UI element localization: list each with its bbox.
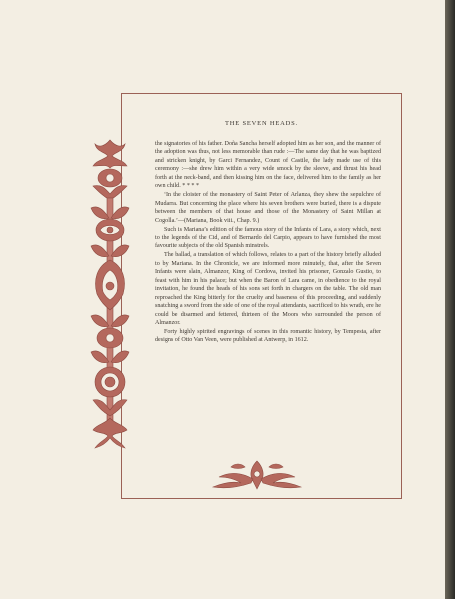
running-head: THE SEVEN HEADS. <box>225 120 298 127</box>
vertical-ornament-border <box>87 138 133 450</box>
tailpiece-ornament <box>205 457 310 493</box>
body-text <box>155 140 381 345</box>
paragraph-5: Forty highly spirited engravings of scenes in this romantic history, by Tempesta, after designs of Otto Van Veen, were published at Antwerp, in 1612. <box>155 328 381 344</box>
paragraph-4: The ballad, a translation of which follows, relates to a part of the history briefly alluded to by Mariana. In the Chronicle, we are informed more minutely, that, after the Seven Infants were slain, Almanzor, King of Cordova, invited his prisoner, Gonzalo Gustio, to feast with him in his palace; but when the Baron of Lara came, in obedience to the royal invitation, he found the heads of his sons set forth in chargers on the table. The old man reproached the King bitterly for the cruelty and baseness of this proceeding, and suddenly snatching a sword from the side of one of the royal attendants, sacrificed to his wrath, ere he could be disarmed and fettered, thirteen of the Moors who surrounded the person of Almanzor. <box>155 252 381 327</box>
paragraph-3: Such is Mariana’s edition of the famous story of the Infants of Lara, a story which, next to the legends of the Cid, and of Bernardo del Carpio, appears to have furnished the most favourite subjects of the old Spanish minstrels. <box>155 226 381 250</box>
paragraph-2: ‘In the cloister of the monastery of Saint Peter of Arlanza, they shew the sepulchre of Mudarra. But concerning the place where his seven brothers were buried, there is a dispute between the members of that house and those of the Monastery of Saint Millan at Cogolla.’—(Mariana, Book viii., Chap. 9.) <box>155 192 381 224</box>
paragraph-1: the signatories of his father. Doña Sancha herself adopted him as her son, and the manner of the adoption was thus, not less memorable than rude :—The same day that he was baptized and stricken knight, by Garci Fernandez, Count of Castile, the lady made use of this ceremony :—she drew him within a very wide smock by the sleeve, and thrust his head forth at the neck-band, and then kissing him on the face, delivered him to the family as her own child. * * * * <box>155 141 381 190</box>
book-edge-shadow <box>445 0 455 599</box>
